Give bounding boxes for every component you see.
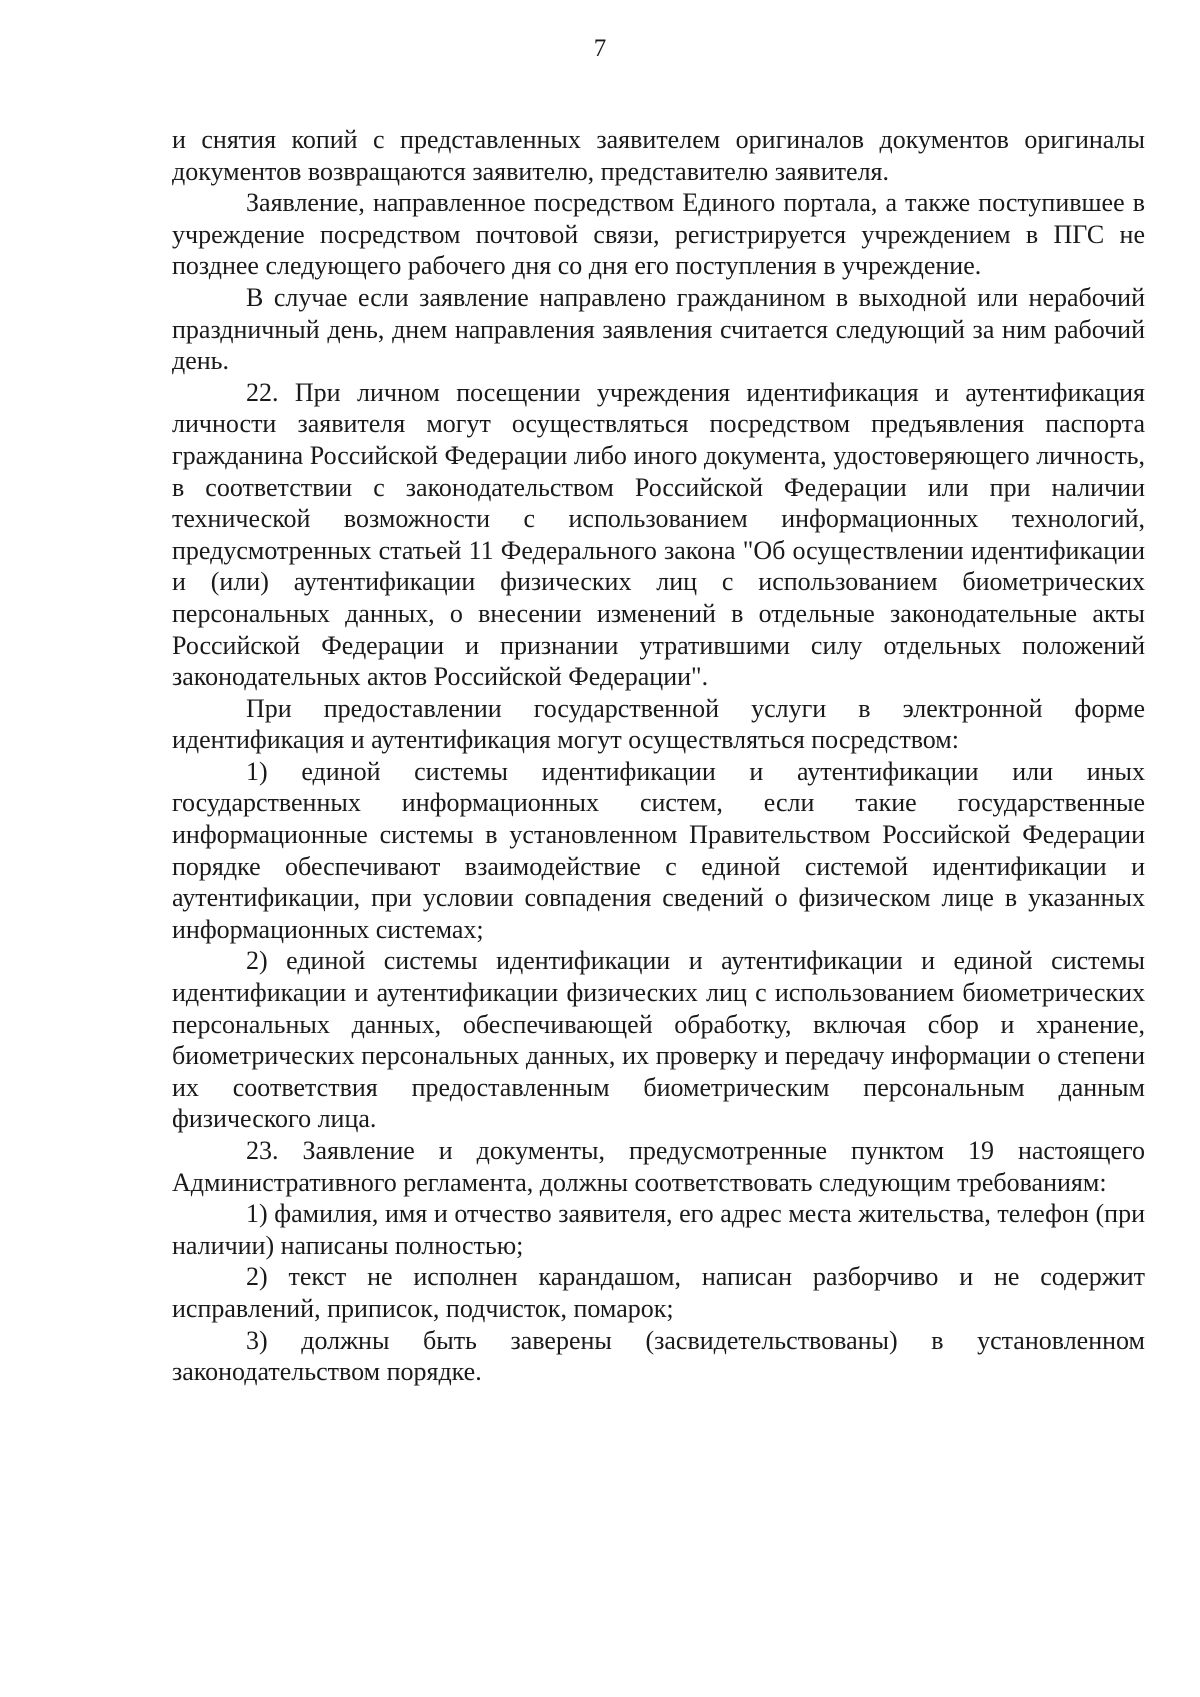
paragraph-holiday-submission: В случае если заявление направлено гражданином в выходной или нерабочий праздничный день, днем направления заявления считается следующий за ним рабочий день.	[172, 282, 1145, 376]
paragraph-item-23: 23. Заявление и документы, предусмотренные пунктом 19 настоящего Административного регламента, должны соответствовать следующим требованиям:	[172, 1136, 1145, 1197]
paragraph-continuation: и снятия копий с представленных заявителем оригиналов документов оригиналы документов возвращаются заявителю, представителю заявителя.	[172, 125, 1145, 186]
requirement-item-2: 2) текст не исполнен карандашом, написан разборчиво и не содержит исправлений, приписок, подчисток, помарок;	[172, 1262, 1145, 1323]
requirement-item-1: 1) фамилия, имя и отчество заявителя, его адрес места жительства, телефон (при наличии) написаны полностью;	[172, 1199, 1145, 1260]
page-number: 7	[593, 35, 607, 62]
requirement-item-3: 3) должны быть заверены (засвидетельствованы) в установленном законодательством порядке.	[172, 1325, 1145, 1387]
paragraph-electronic-identification: При предоставлении государственной услуги в электронной форме идентификация и аутентификация могут осуществляться посредством:	[172, 693, 1145, 755]
list-item-1-esia: 1) единой системы идентификации и аутентификации или иных государственных информационных систем, если такие государственные информационные системы в установленном Правительством Российской Федерации порядке обеспечивают взаимодействие с единой системой идентификации и аутентификации, при условии совпадения сведений о физическом лице в указанных информационных системах;	[172, 756, 1145, 944]
list-item-2-biometric: 2) единой системы идентификации и аутентификации и единой системы идентификации и аутентификации физических лиц с использованием биометрических персональных данных, обеспечивающей обработку, включая сбор и хранение, биометрических персональных данных, их проверку и передачу информации о степени их соответствия предоставленным биометрическим персональным данным физического лица.	[172, 946, 1145, 1134]
paragraph-application-registration: Заявление, направленное посредством Единого портала, а также поступившее в учреждение посредством почтовой связи, регистрируется учреждением в ПГС не позднее следующего рабочего дня со дня его поступления в учреждение.	[172, 188, 1145, 281]
paragraph-item-22: 22. При личном посещении учреждения идентификация и аутентификация личности заявителя могут осуществляться посредством предъявления паспорта гражданина Российской Федерации либо иного документа, удостоверяющего личность, в соответствии с законодательством Российской Федерации или при наличии технической возможности с использованием информационных технологий, предусмотренных статьей 11 Федерального закона "Об осуществлении идентификации и (или) аутентификации физических лиц с использованием биометрических персональных данных, о внесении изменений в отдельные законодательные акты Российской Федерации и признании утратившими силу отдельных положений законодательных актов Российской Федерации".	[172, 377, 1145, 692]
document-body	[172, 124, 1145, 1388]
